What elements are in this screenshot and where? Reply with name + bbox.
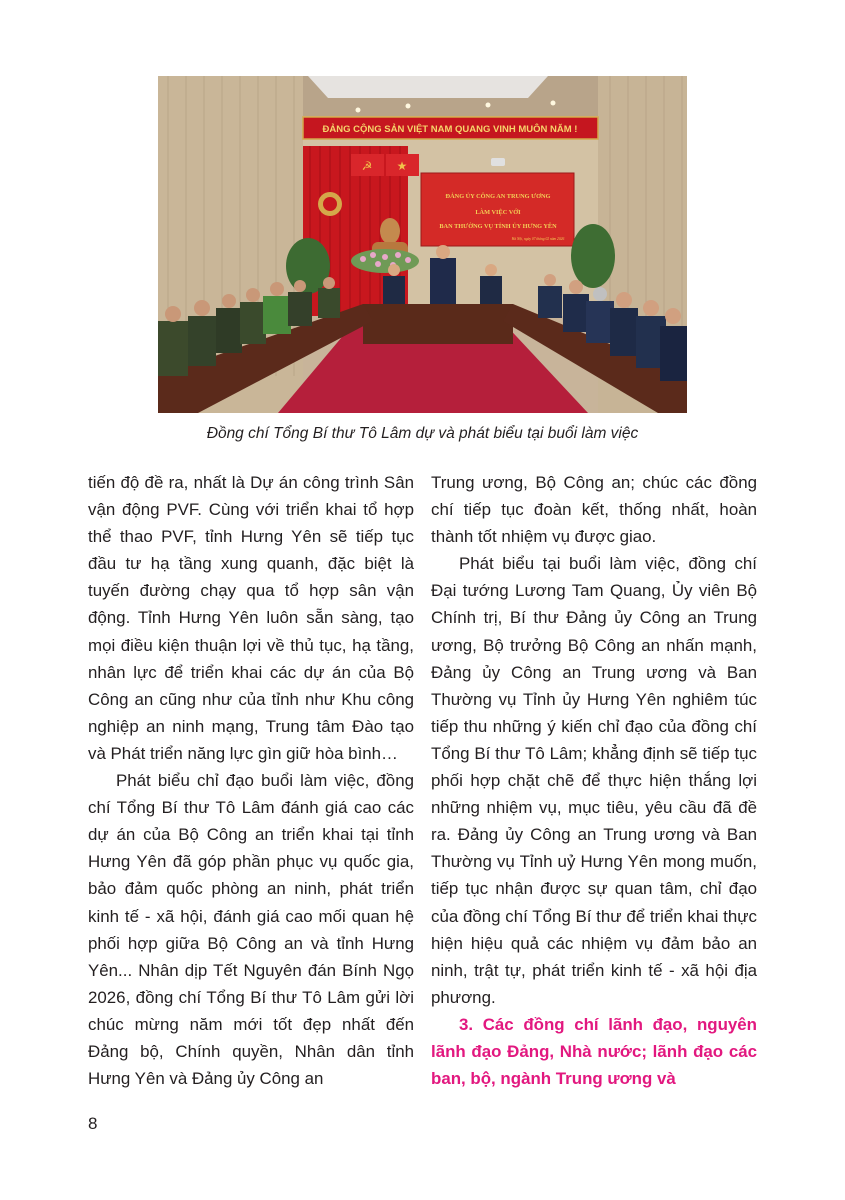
paragraph: Trung ương, Bộ Công an; chúc các đồng chí tiếp tục đoàn kết, thống nhất, hoàn thành tốt nhiệm vụ được giao. xyxy=(431,473,757,547)
svg-text:★: ★ xyxy=(396,159,408,173)
photo-caption: Đồng chí Tổng Bí thư Tô Lâm dự và phát biểu tại buổi làm việc xyxy=(206,425,639,442)
right-column xyxy=(431,469,757,1092)
screen-line-2: LÀM VIỆC VỚI xyxy=(475,209,521,216)
svg-text:☭: ☭ xyxy=(361,159,373,173)
plant-right xyxy=(571,224,615,288)
meeting-photo xyxy=(158,76,687,413)
left-column xyxy=(88,469,414,1092)
ceiling-skylight xyxy=(308,76,548,98)
slogan-banner-text: ĐẢNG CỘNG SẢN VIỆT NAM QUANG VINH MUÔN NĂM ! xyxy=(322,124,578,135)
screen-line-3: BAN THƯỜNG VỤ TỈNH ỦY HƯNG YÊN xyxy=(439,223,557,230)
paragraph: tiến độ đề ra, nhất là Dự án công trình Sân vận động PVF. Cùng với triển khai tổ hợp thể thao PVF, tỉnh Hưng Yên sẽ tiếp tục đầu tư hạ tầng xung quanh, đặc biệt là tuyến đường chạy qua tổ hợp sân vận động. Tỉnh Hưng Yên luôn sẵn sàng, tạo mọi điều kiện thuận lợi về thủ tục, hạ tầng, nhân lực để triển khai các dự án của Bộ Công an cũng như của tỉnh như Khu công nghiệp an ninh mạng, Trung tâm Đào tạo và Phát triển năng lực gìn giữ hòa bình… xyxy=(88,473,414,763)
paragraph: Phát biểu tại buổi làm việc, đồng chí Đại tướng Lương Tam Quang, Ủy viên Bộ Chính trị, Bí thư Đảng ủy Công an Trung ương, Bộ trưởng Bộ Công an nhấn mạnh, Đảng ủy Công an Trung ương và Ban Thường vụ Tỉnh ủy Hưng Yên nghiêm túc tiếp thu những ý kiến chỉ đạo của đồng chí Tổng Bí thư Tô Lâm; khẳng định sẽ tiếp tục phối hợp chặt chẽ để thực hiện thắng lợi những nhiệm vụ, mục tiêu, yêu cầu đã đề ra. Đảng ủy Công an Trung ương và Ban Thường vụ Tỉnh uỷ Hưng Yên mong muốn, tiếp tục nhận được sự quan tâm, chỉ đạo của đồng chí Tổng Bí thư để triển khai thực hiện hiệu quả các nhiệm vụ đảm bảo an ninh, trật tự, phát triển kinh tế - xã hội địa phương. xyxy=(431,554,757,1007)
camera xyxy=(491,158,505,166)
ho-chi-minh-bust xyxy=(380,218,400,244)
page-number: 8 xyxy=(88,1114,98,1133)
paragraph: Phát biểu chỉ đạo buổi làm việc, đồng chí Tổng Bí thư Tô Lâm đánh giá cao các dự án của Bộ Công an triển khai tại tỉnh Hưng Yên đã góp phần phục vụ quốc gia, bảo đảm quốc phòng an ninh, phát triển kinh tế - xã hội, đánh giá cao mối quan hệ phối hợp giữa Bộ Công an và tỉnh Hưng Yên... Nhân dịp Tết Nguyên đán Bính Ngọ 2026, đồng chí Tổng Bí thư Tô Lâm gửi lời chúc mừng năm mới tốt đẹp nhất đến Đảng bộ, Chính quyền, Nhân dân tỉnh Hưng Yên và Đảng ủy Công an xyxy=(88,771,414,1089)
screen-line-1: ĐẢNG ỦY CÔNG AN TRUNG ƯƠNG xyxy=(445,193,551,200)
plant-left xyxy=(286,238,330,294)
screen-date: Hà Nội, ngày 07 tháng 02 năm 2026 xyxy=(511,237,565,241)
head-table xyxy=(363,304,513,344)
section-heading: 3. Các đồng chí lãnh đạo, nguyên lãnh đạo Đảng, Nhà nước; lãnh đạo các ban, bộ, ngành Trung ương và xyxy=(431,1014,757,1089)
